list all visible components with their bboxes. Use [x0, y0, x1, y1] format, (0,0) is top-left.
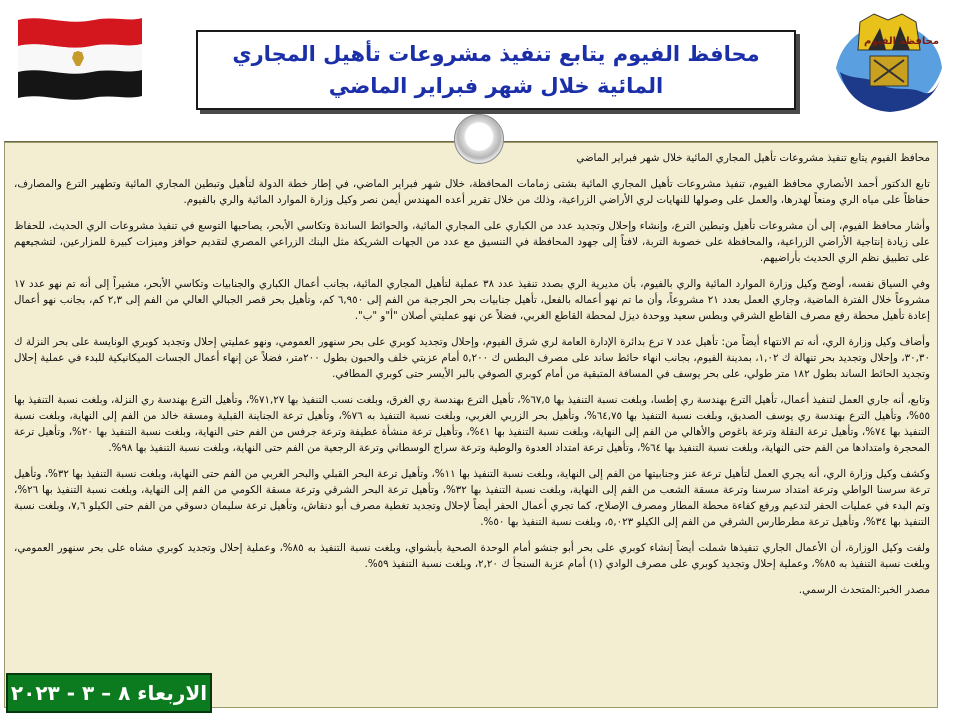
- page-title: محافظ الفيوم يتابع تنفيذ مشروعات تأهيل المجاري المائية خلال شهر فبراير الماضي: [232, 42, 760, 98]
- logo-label: محافظة الفيوم: [864, 36, 940, 47]
- date-box: [6, 673, 212, 713]
- article-paragraph: وفي السياق نفسه، أوضح وكيل وزارة الموارد المائية والري بالفيوم، بأن مديرية الري بصدد تنفيذ عدد ٣٨ عملية لتأهيل المجاري المائية، بجانب أعمال الكباري والجنابيات وتكاسي الأبحر، مشيراً إلى أنه تم نهو عدد ١٧ مشروعاً خلال الفترة الماضية، وجاري العمل بعدد ٢١ مشروعاً، وأن ما تم نهو أعماله بالفعل، تأهيل جنابيات بحر الجرجبة من الفم إلى ٦,٩٥٠ كم، وتأهيل بحر قصر الجبالي العالي من الفم إلى ٢,٣ كم، بجانب نهو أعمال إعادة تأهيل محطة رفع مصرف القاطع الشرقي وبطس سعيد ووحدة ديزل لمحطة القاطع الغربي، فضلاً عن نهو عمليتي أصلان "أ"و "ب".: [14, 278, 930, 322]
- egypt-flag-icon: [14, 12, 146, 102]
- article-source: مصدر الخبر:المتحدث الرسمي.: [798, 584, 930, 596]
- article-paragraph: وكشف وكيل وزارة الري، أنه يجري العمل لتأهيل ترعة عنز وجنابيتها من الفم إلى النهاية، وبلغت نسبة التنفيذ بها ١١%، وتأهيل ترعة البحر القبلي والبحر الغربي من الفم حتى النهاية، وبلغت نسبة التنفيذ بها ٣٢%، وتأهيل ترعة سرسنا الواطي وترعة امتداد سرسنا وترعة مسقة الشعب من الفم إلى النهاية، وبلغت نسبة التنفيذ بها ٣٢%، وتأهيل ترعة البحر الشرقي وترعة مسقة الكومي من الفم إلى النهاية، وبلغت نسبة التنفيذ بها ٢٦%، وتم البدء في عمليات الحفر لتدعيم ورفع كفاءة محطة المطار ومصرف الإصلاح، كما تجري أعمال الحفر أيضاً لإحلال وتجديد تغطية مصرف أبو دنقاش، وتأهيل ترعة سليمان دسوقي من الفم حتى الكيلو ٧,٦، وبلغت نسبة التنفيذ بها ٣٤%، وتأهيل ترعة مطرطارس الشرقي من الفم إلى الكيلو ٥,٠٢٣، وبلغت نسبة التنفيذ بها ٥٠%.: [14, 468, 930, 528]
- date-label: الاربعاء ٨ – ٣ - ٢٠٢٣: [10, 681, 208, 705]
- article-body: [14, 150, 930, 706]
- article-paragraph: ولفت وكيل الوزارة، أن الأعمال الجاري تنفيذها شملت أيضاً إنشاء كوبري على بحر أبو جنشو أمام الوحدة الصحية بأبشواي، وبلغت نسبة التنفيذ به ٨٥%، وعملية إحلال وتجديد كوبري مشاه على بحر سنهور العمومي، وبلغت نسبة التنفيذ به ٨٥%، وعملية إحلال وتجديد كوبري على مصرف الوادي (١) أمام عزبة السنجأ ك ٢,٢٠، وبلغت نسبة التنفيذ ٥٩%.: [14, 542, 930, 570]
- article-paragraph: محافظ الفيوم يتابع تنفيذ مشروعات تأهيل المجاري المائية خلال شهر فبراير الماضي: [576, 152, 930, 164]
- title-box: [196, 30, 796, 110]
- fayoum-logo-icon: [830, 10, 948, 116]
- article-paragraph: تابع الدكتور أحمد الأنصاري محافظ الفيوم، تنفيذ مشروعات تأهيل المجاري المائية بشتى زمامات المحافظة، خلال شهر فبراير الماضي، في إطار خطة الدولة لتأهيل وتبطين المجاري المائية وتطهير الترع والمصارف، حفاظاً على مياه الري ومنعاً لهدرها، والعمل على وصولها للنهايات لري الأراضي الزراعية، وذلك من خلال تقرير أعده المهندس أيمن نصر وكيل وزارة الموارد المائية والري بالفيوم.: [14, 178, 930, 206]
- article-paragraph: وأضاف وكيل وزارة الري، أنه تم الانتهاء أيضاً من: تأهيل عدد ٧ ترع بدائرة الإدارة العامة لري شرق الفيوم، وإحلال وتجديد كوبري على بحر سنهور العمومي، ونهو عمليتي إحلال وتجديد كوبري الونايسة على بحر النزلة ك ٣٠,٣٠، وإحلال وتجديد بحر تنهالة ك ١,٠٢، بمدينة الفيوم، بجانب انهاء حائط ساند على مصرف البطس ك ٥,٢٠٠ أمام عزبتي خلف والحبون بطول ٢٠٠متر، فضلاً عن إنهاء أعمال الجسات الميكانيكية للبدء في عملية إحلال وتجديد الحائط الساند بطول ١٨٢ متر طولي، على بحر يوسف في المسافة المتبقية من أمام كوبري الصوفي بالبر الأيسر حتى كوبري المطافي.: [14, 336, 930, 380]
- article-paragraph: وأشار محافظ الفيوم، إلى أن مشروعات تأهيل وتبطين الترع، وإنشاء وإحلال وتجديد عدد من الكباري على المجاري المائية، والحوائط الساندة وتكاسي الأبحر، يصاحبها التوسع في تنفيذ مشروعات الري الحديث، للحفاظ على زيادة إنتاجية الأراضي الزراعية، والمحافظة على خصوبة التربة، لافتاً إلى جهود المحافظة في التنسيق مع عدد من الجهات الشريكة مثل البنك الزراعي المصري لتقديم حوافز وميزات كبيرة للمزارعين، لتشجيعهم على تطبيق نظم الري الحديث بأراضيهم.: [14, 220, 930, 264]
- article-paragraph: وتابع، أنه جاري العمل لتنفيذ أعمال، تأهيل الترع بهندسة ري إطسا، وبلغت نسبة التنفيذ بها ٦٧,٥%، تأهيل الترع بهندسة ري الغرق، وبلغت نسب التنفيذ بها ٧١,٢٧%، وتأهيل الترع بهندسة ري النزلة، وبلغت نسبة التنفيذ بها ٥٥%، وتأهيل الترع بهندسة ري يوسف الصديق، وبلغت نسبة التنفيذ بها ٦٤,٧٥%، وتأهيل بحر الزربي الغربي، وبلغت نسبة التنفيذ به ٧٦%، وتأهيل ترعة الجناينة القبلية ومسقة خالد من الفم إلى النهاية، وبلغت نسبة التنفيذ بها ٧٤%، وتأهيل ترعة النقلة وترعة باغوص والأهالي من الفم إلى النهاية، وبلغت نسبة التنفيذ بها ٤١%، وتأهيل ترعة منشأة عطيفة وترعة جرفس من الفم حتى النهاية، وبلغت نسبة التنفيذ بها ٢٠%، وتأهيل ترعة المحجرة وامتدادها من الفم حتى النهاية، وبلغت نسبة التنفيذ بها ٦٤%، وتأهيل ترعة امتداد العدوة والوطية وترعة سراج الوسطاني وترعة الرجعية من الفم حتى النهاية، وبلغت نسبة التنفيذ بها ٩٨%.: [14, 394, 930, 454]
